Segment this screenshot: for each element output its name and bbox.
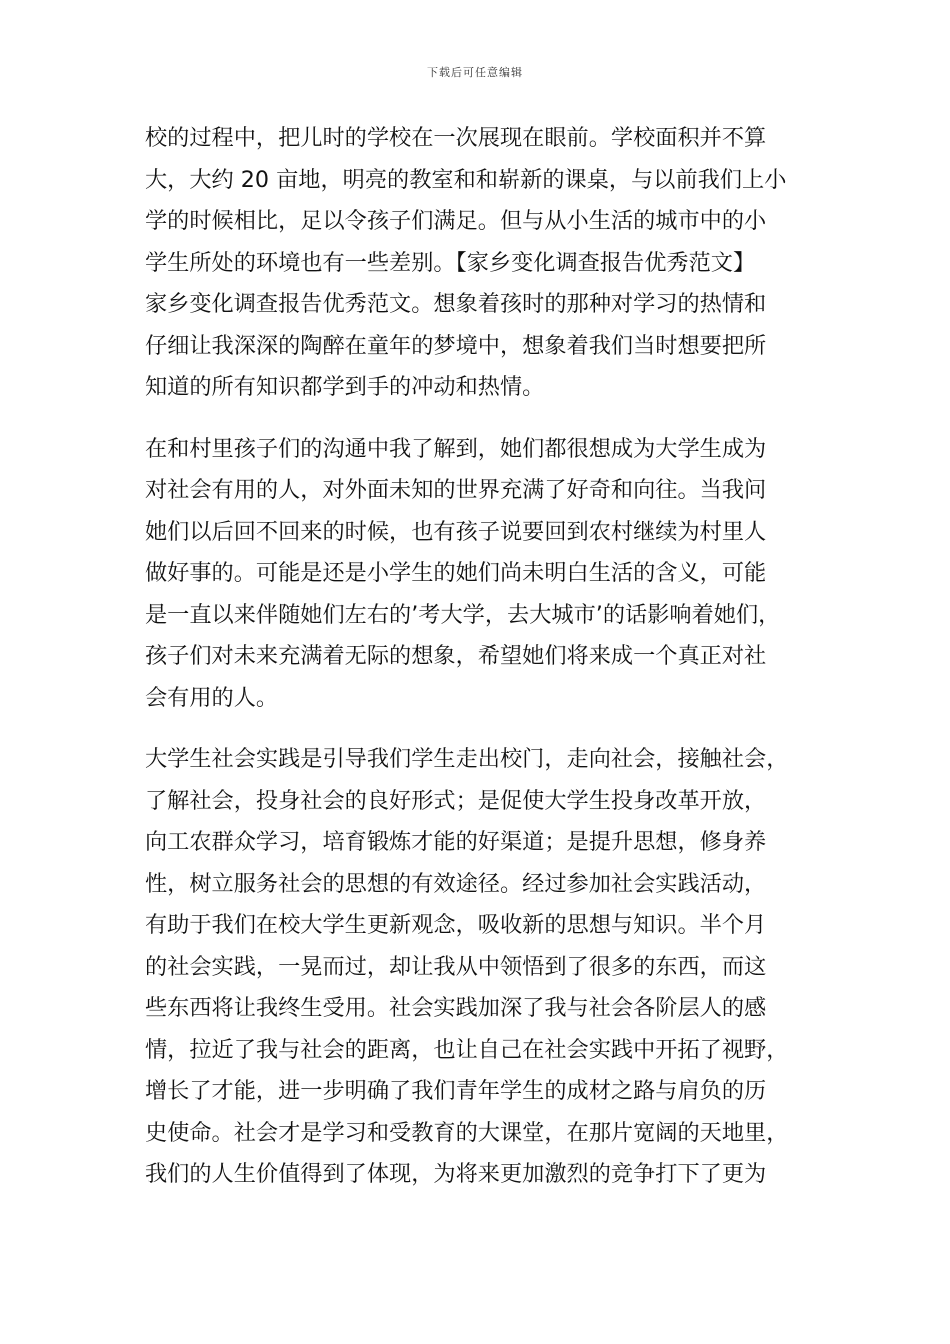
paragraph-1: [145, 118, 810, 409]
text-line: 大学生社会实践是引导我们学生走出校门，走向社会，接触社会，: [145, 746, 789, 772]
text-line: 学生所处的环境也有一些差别。【家乡变化调查报告优秀范文】: [145, 249, 756, 276]
text-line: 仔细让我深深的陶醉在童年的梦境中，想象着我们当时想要把所: [145, 332, 767, 359]
text-line: 会有用的人。: [145, 684, 279, 711]
text-line: 孩子们对未来充满着无际的想象，希望她们将来成一个真正对社: [145, 643, 767, 669]
text-line: 了解社会，投身社会的良好形式；是促使大学生投身改革开放，: [145, 787, 767, 814]
text-line: 有助于我们在校大学生更新观念，吸收新的思想与知识。半个月: [145, 912, 767, 938]
text-line: 她们以后回不回来的时候，也有孩子说要回到农村继续为村里人: [145, 518, 767, 545]
text-line: 做好事的。可能是还是小学生的她们尚未明白生活的含义，可能: [145, 560, 767, 586]
paragraph-3: [145, 739, 810, 1196]
text-line: 情，拉近了我与社会的距离，也让自己在社会实践中开拓了视野，: [145, 1036, 789, 1063]
text-line: 对社会有用的人，对外面未知的世界充满了好奇和向往。当我问: [145, 477, 767, 503]
text-line: 家乡变化调查报告优秀范文。想象着孩时的那种对学习的热情和: [145, 291, 767, 317]
text-line: 知道的所有知识都学到手的冲动和热情。: [145, 374, 545, 400]
text-line: 增长了才能，进一步明确了我们青年学生的成材之路与肩负的历: [145, 1078, 767, 1104]
text-line: 是一直以来伴随她们左右的’考大学，去大城市’的话影响着她们，: [145, 601, 781, 628]
text-line: 向工农群众学习，培育锻炼才能的好渠道；是提升思想，修身养: [145, 829, 767, 855]
text-line: 在和村里孩子们的沟通中我了解到，她们都很想成为大学生成为: [145, 435, 767, 462]
text-line: 性，树立服务社会的思想的有效途径。经过参加社会实践活动，: [145, 870, 767, 897]
text-line: 大，大约 20 亩地，明亮的教室和和崭新的课桌，与以前我们上小: [145, 166, 787, 193]
text-line: 的社会实践，一晃而过，却让我从中领悟到了很多的东西，而这: [145, 953, 767, 980]
text-line: 我们的人生价值得到了体现，为将来更加激烈的竞争打下了更为: [145, 1161, 767, 1187]
text-line: 史使命。社会才是学习和受教育的大课堂，在那片宽阔的天地里，: [145, 1119, 789, 1146]
page-header: 下载后可任意编辑: [427, 66, 523, 79]
text-line: 校的过程中，把儿时的学校在一次展现在眼前。学校面积并不算: [145, 125, 767, 151]
text-line: 学的时候相比，足以令孩子们满足。但与从小生活的城市中的小: [145, 208, 767, 234]
document-body: [145, 118, 810, 1216]
paragraph-2: [145, 429, 810, 720]
text-line: 些东西将让我终生受用。社会实践加深了我与社会各阶层人的感: [145, 995, 767, 1021]
